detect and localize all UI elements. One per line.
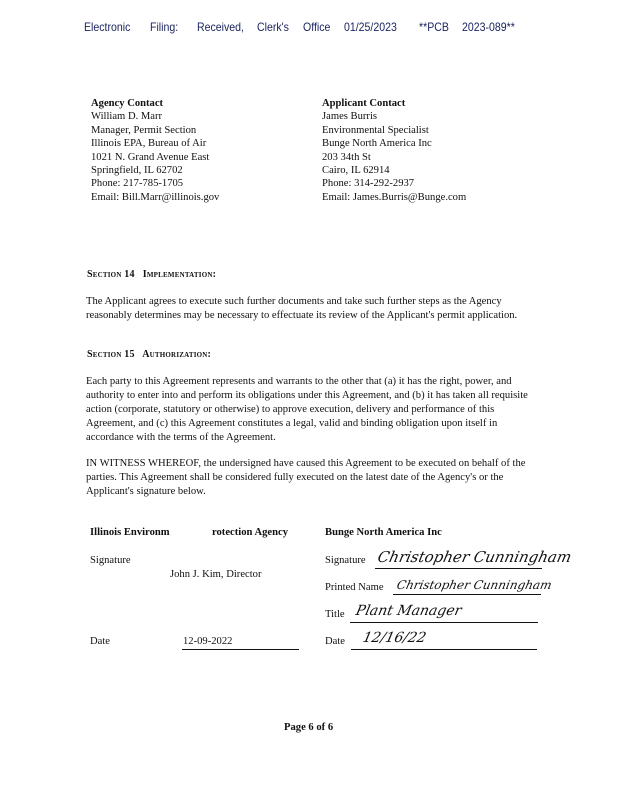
section-14-text: The Applicant agrees to execute such further documents and take such further steps as the Agency reasonably determines may be necessary to effectuate its review of the Applicant's permit application. xyxy=(86,296,518,321)
contact-line: Manager, Permit Section xyxy=(91,124,197,136)
contact-line: William D. Marr xyxy=(91,111,163,123)
header-part: **PCB xyxy=(419,20,449,34)
applicant-signature-label: Signature xyxy=(325,555,366,566)
printed-name-label: Printed Name xyxy=(325,582,384,593)
printed-name-line xyxy=(393,594,541,595)
applicant-signature: Christopher Cunningham xyxy=(376,548,574,566)
applicant-org-name: Bunge North America Inc xyxy=(325,527,442,538)
applicant-contact xyxy=(322,97,466,204)
applicant-date-line xyxy=(351,649,537,650)
contact-line: Environmental Specialist xyxy=(322,124,429,136)
contact-line: Illinois EPA, Bureau of Air xyxy=(91,138,207,150)
header-part: 2023-089** xyxy=(462,20,515,34)
page-number-footer: Page 6 of 6 xyxy=(284,722,334,733)
section-15-text: Each party to this Agreement represents and warrants to the other that (a) it has the right, power, and authority to enter into and perform its obligations under this Agreement, and (b) it has taken all requisite action (corporate, statutory or otherwise) to approve execution, delivery and performance of this Agreement, and (c) this Agreement constitutes a legal, valid and binding obligation upon itself in accordance with the terms of the Agreement. xyxy=(86,376,528,443)
agency-date-label: Date xyxy=(90,636,110,647)
header-part: Clerk's xyxy=(257,20,289,34)
contact-line: Cairo, IL 62914 xyxy=(322,165,390,177)
printed-name-value: Christopher Cunningham xyxy=(395,578,554,592)
contact-line: Email: Bill.Marr@illinois.gov xyxy=(91,191,220,203)
title-value: Plant Manager xyxy=(354,603,464,619)
contact-line: Email: James.Burris@Bunge.com xyxy=(322,191,467,203)
applicant-date-label: Date xyxy=(325,636,345,647)
title-label: Title xyxy=(325,609,345,620)
contact-line: 203 34th St xyxy=(322,151,371,163)
agency-org-name-part2: rotection Agency xyxy=(212,527,289,538)
agency-date-line xyxy=(182,649,299,650)
contact-line: Phone: 217-785-1705 xyxy=(91,178,184,190)
contact-line: Phone: 314-292-2937 xyxy=(322,178,415,190)
agency-signature-label: Signature xyxy=(90,555,131,566)
contact-line: James Burris xyxy=(322,111,378,123)
header-part: 01/25/2023 xyxy=(344,20,397,34)
header-part: Received, xyxy=(197,20,244,34)
applicant-date: 12/16/22 xyxy=(361,630,428,646)
contact-line: 1021 N. Grand Avenue East xyxy=(91,151,210,163)
applicant-contact-heading: Applicant Contact xyxy=(322,98,406,109)
section-15-heading: Section 15 Authorization: xyxy=(87,349,212,360)
agency-date: 12-09-2022 xyxy=(183,636,233,647)
header-part: Filing: xyxy=(150,20,179,34)
section-14-heading: Section 14 Implementation: xyxy=(87,269,217,280)
witness-paragraph: IN WITNESS WHEREOF, the undersigned have caused this Agreement to be executed on behalf of the parties. This Agreement shall be considered fully executed on the latest date of the Agency's or the Applicant's signature below. xyxy=(86,458,526,497)
agency-contact xyxy=(91,97,219,204)
contact-line: Springfield, IL 62702 xyxy=(91,165,183,177)
agency-org-name-part1: Illinois Environm xyxy=(90,527,170,538)
header-part: Electronic xyxy=(84,20,131,34)
signature-line xyxy=(375,568,542,569)
title-line xyxy=(350,622,538,623)
header-part: Office xyxy=(303,20,331,34)
contact-line: Bunge North America Inc xyxy=(322,138,432,150)
agency-signer-name: John J. Kim, Director xyxy=(170,569,262,580)
agency-contact-heading: Agency Contact xyxy=(91,98,164,109)
